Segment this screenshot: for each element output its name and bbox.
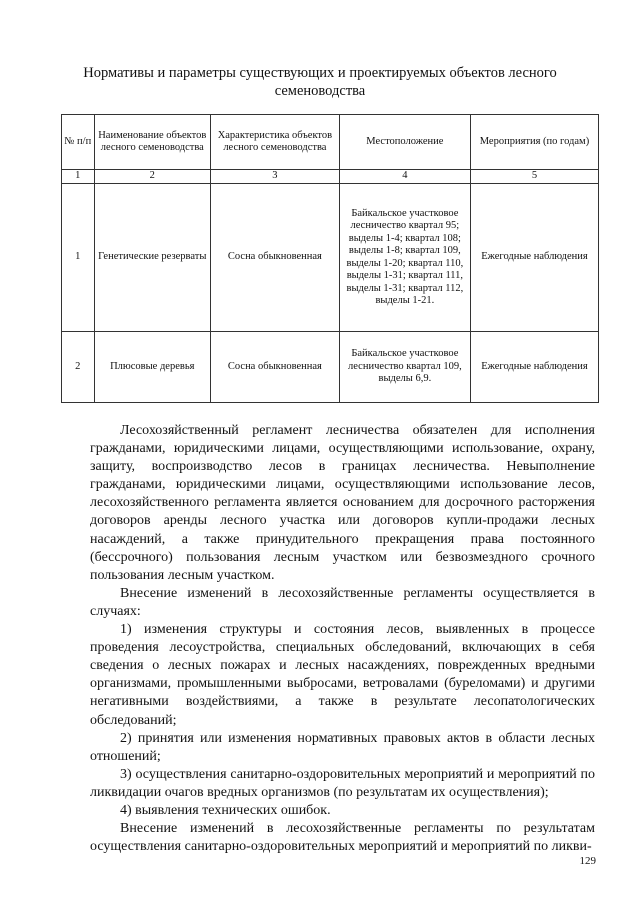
object-activities: Ежегодные наблюдения (470, 184, 598, 332)
table-row (62, 184, 599, 332)
column-number: 5 (470, 170, 598, 184)
object-name: Плюсовые деревья (94, 332, 210, 403)
paragraph: 3) осуществления санитарно-оздоровительных мероприятий и мероприятий по ликвидации очагов вредных организмов (по результатам их осуществления); (90, 766, 595, 800)
object-characteristic: Сосна обыкновенная (210, 332, 339, 403)
object-location: Байкальское участковое лесничество квартал 109, выделы 6,9. (339, 332, 470, 403)
row-index: 2 (62, 332, 95, 403)
header-object-name: Наименование объектов лесного семеноводства (94, 115, 210, 170)
object-characteristic: Сосна обыкновенная (210, 184, 339, 332)
object-name: Генетические резерваты (94, 184, 210, 332)
paragraph: 2) принятия или изменения нормативных правовых актов в области лесных отношений; (90, 730, 595, 764)
body-text (90, 422, 595, 856)
table-row (62, 332, 599, 403)
column-number: 1 (62, 170, 95, 184)
page-title: Нормативы и параметры существующих и проектируемых объектов лесного семеноводства (83, 65, 557, 99)
column-number-row (62, 170, 599, 184)
paragraph: 4) выявления технических ошибок. (120, 802, 331, 818)
object-activities: Ежегодные наблюдения (470, 332, 598, 403)
column-number: 3 (210, 170, 339, 184)
paragraph: Внесение изменений в лесохозяйственные регламенты осуществляется в случаях: (90, 585, 595, 619)
seed-objects-table (61, 114, 599, 403)
paragraph: 1) изменения структуры и состояния лесов, выявленных в процессе проведения лесоустройства, специальных обследований, включающих в себя сведения о лесных пожарах и лесных насаждениях, поврежденных вредными организмами, промышленными выбросами, ветровалами (буреломами) и другими негативными воздействиями, а также в результате лесопатологических обследований; (90, 622, 595, 728)
object-location: Байкальское участковое лесничество квартал 95; выделы 1-4; квартал 108; выделы 1-8; квартал 109, выделы 1-20; квартал 110, выделы 1-31; квартал 111, выделы 1-31; квартал 112, выделы 1-21. (339, 184, 470, 332)
header-characteristic: Характеристика объектов лесного семеноводства (210, 115, 339, 170)
page-number: 129 (579, 855, 596, 867)
paragraph: Внесение изменений в лесохозяйственные регламенты по результатам осуществления санитарно-оздоровительных мероприятий и мероприятий по ликви- (90, 821, 595, 855)
header-activities: Мероприятия (по годам) (470, 115, 598, 170)
column-number: 2 (94, 170, 210, 184)
header-location: Местоположение (339, 115, 470, 170)
column-number: 4 (339, 170, 470, 184)
table-header-row (62, 115, 599, 170)
row-index: 1 (62, 184, 95, 332)
header-number: № п/п (62, 115, 95, 170)
paragraph: Лесохозяйственный регламент лесничества обязателен для исполнения гражданами, юридическими лицами, осуществляющими использование, охрану, защиту, воспроизводство лесов в границах лесничества. Невыполнение гражданами, юридическими лицами, осуществляющими использование лесов, лесохозяйственного регламента является основанием для досрочного расторжения договоров аренды лесного участка или договоров купли-продажи лесных насаждений, а также принудительного прекращения права постоянного (бессрочного) пользования лесным участком или безвозмездного срочного пользования лесным участком. (90, 423, 595, 583)
